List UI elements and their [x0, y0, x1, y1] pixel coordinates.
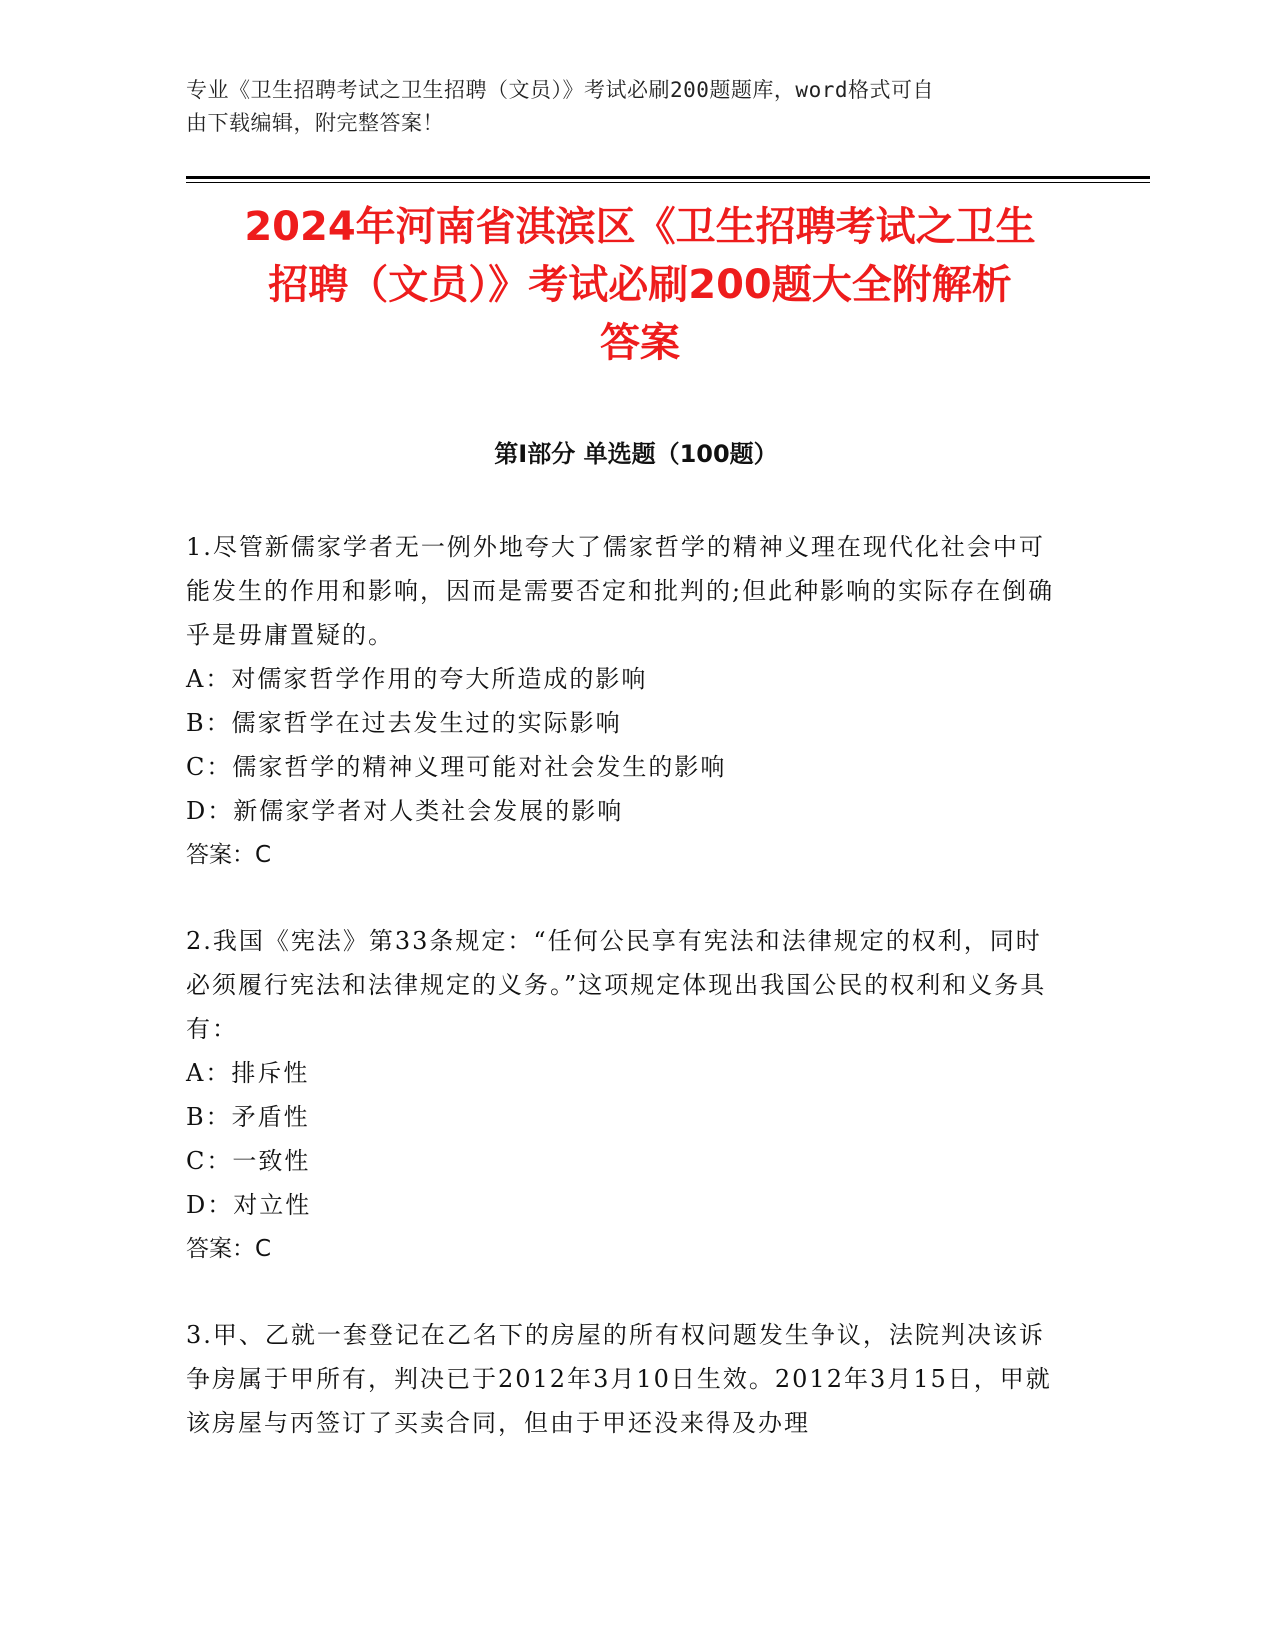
option-b: B：矛盾性 [186, 1103, 310, 1131]
header-note [186, 74, 1066, 140]
answer: 答案：C [186, 1236, 272, 1262]
option-b: B：儒家哲学在过去发生过的实际影响 [186, 709, 622, 737]
header-rule-thick [186, 176, 1150, 179]
option-c: C：儒家哲学的精神义理可能对社会发生的影响 [186, 753, 727, 781]
header-rule-thin [186, 182, 1150, 183]
question-3 [186, 1313, 1066, 1445]
section-title: 第Ⅰ部分 单选题（100题） [494, 440, 778, 468]
question-1 [186, 525, 1066, 877]
question-2 [186, 919, 1066, 1271]
option-a: A：排斥性 [186, 1059, 310, 1087]
option-a: A：对儒家哲学作用的夸大所造成的影响 [186, 665, 648, 693]
question-stem: 2.我国《宪法》第33条规定：“任何公民享有宪法和法律规定的权利，同时必须履行宪法和法律规定的义务。”这项规定体现出我国公民的权利和义务具有： [186, 927, 1047, 1043]
question-stem: 1.尽管新儒家学者无一例外地夸大了儒家哲学的精神义理在现代化社会中可能发生的作用和影响，因而是需要否定和批判的;但此种影响的实际存在倒确乎是毋庸置疑的。 [186, 533, 1055, 649]
document-title-line-1: 2024年河南省淇滨区《卫生招聘考试之卫生 [244, 204, 1036, 250]
document-title-line-3: 答案 [600, 320, 680, 366]
answer: 答案：C [186, 842, 272, 868]
option-d: D：新儒家学者对人类社会发展的影响 [186, 797, 624, 825]
question-list [186, 525, 1066, 1487]
option-d: D：对立性 [186, 1191, 312, 1219]
header-note-line-2: 由下载编辑，附完整答案！ [186, 111, 444, 135]
option-c: C：一致性 [186, 1147, 311, 1175]
document-title [160, 198, 1120, 372]
document-title-line-2: 招聘（文员）》考试必刷200题大全附解析 [268, 262, 1012, 308]
header-note-line-1: 专业《卫生招聘考试之卫生招聘（文员）》考试必刷200题题库，word格式可自 [186, 78, 934, 102]
question-stem: 3.甲、乙就一套登记在乙名下的房屋的所有权问题发生争议，法院判决该诉争房属于甲所有，判决已于2012年3月10日生效。2012年3月15日，甲就该房屋与丙签订了买卖合同，但由于甲还没来得及办理 [186, 1321, 1052, 1437]
